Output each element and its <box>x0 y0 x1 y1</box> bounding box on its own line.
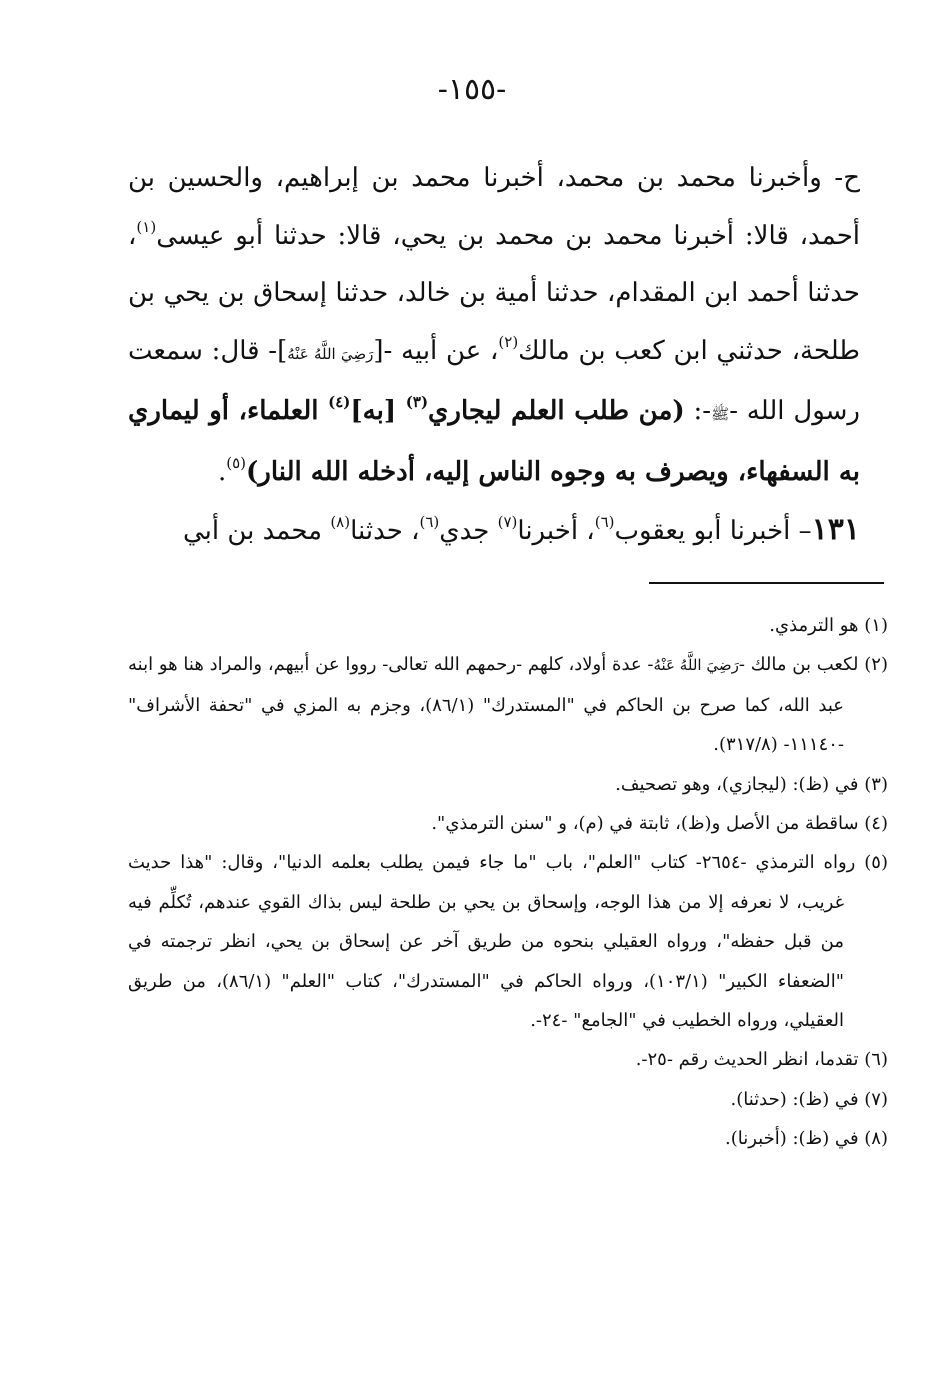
honorific-radi-glyph: رَضِيَ اللَّهُ عَنْهُ <box>287 344 374 363</box>
text-segment: محمد بن أبي <box>182 516 331 546</box>
footnote-4: (٤) ساقطة من الأصل و(ظ)، ثابتة في (م)، و "سنن الترمذي". <box>431 813 888 835</box>
text-segment: ح- وأخبرنا محمد بن محمد، أخبرنا محمد بن إبراهيم، والحسين بن أحمد، قالا: أخبرنا محمد بن محمد بن يحي، قالا: حدثنا أبو عيسى <box>128 163 860 251</box>
hadith-segment: (من طلب العلم ليجاري <box>428 396 685 426</box>
hadith-segment: [به] <box>350 396 406 426</box>
footnote-7: (٧) في (ظ): (حدثنا). <box>730 1088 888 1110</box>
honorific-salla-glyph: ﷺ <box>711 405 730 423</box>
text-segment: ، عن أبيه -[ <box>373 335 499 366</box>
text-segment: ، حدثنا أحمد ابن المقدام، حدثنا أمية بن خالد، حدثنا إسحاق بن يحي بن طلحة، حدثني ابن كعب بن مالك <box>128 220 860 366</box>
page-number: -١٥٥- <box>437 72 507 107</box>
footnote-8: (٨) في (ظ): (أخبرنا). <box>724 1128 888 1150</box>
footnote-ref-3: (٣) <box>405 393 429 411</box>
text-segment: ]- قال: سمعت رسول الله - <box>128 335 860 426</box>
text-segment: ، حدثنا <box>350 516 420 546</box>
honorific-radi-glyph: رَضِيَ اللَّهُ عَنْهُ <box>653 656 739 675</box>
text-segment: . <box>217 456 227 487</box>
text-segment: جدي <box>439 516 498 546</box>
footnote-5: (٥) رواه الترمذي -٢٦٥٤- كتاب "العلم"، باب "ما جاء فيمن يطلب بعلمه الدنيا"، وقال: "هذا حديث غريب، لا نعرفه إلا من هذا الوجه، وإسحاق بن يحي بن طلحة ليس بذاك القوي عندهم، تُكلِّم فيه من قبل حفظه"، ورواه العقيلي بنحوه من طريق آخر عن إسحاق بن يحي، انظر ترجمته في "الضعفاء الكبير" (١٠٣/١)، ورواه الحاكم في "المستدرك"، كتاب "العلم" (٨٦/١)، من طريق العقيلي، ورواه الخطيب في "الجامع" -٢٤-. <box>128 852 888 1032</box>
hadith-segment: العلماء، أو ليماري به السفهاء، ويصرف به وجوه الناس إليه، أدخله الله النار) <box>128 396 860 487</box>
text-segment: -: <box>684 396 712 426</box>
footnote-separator <box>649 582 884 584</box>
paragraph-131 <box>128 501 860 561</box>
footnote-2 <box>128 645 888 764</box>
footnote-3: (٣) في (ظ): (ليجازي)، وهو تصحيف. <box>615 773 888 795</box>
footnote-ref-1: (١) <box>136 217 157 236</box>
footnote-ref-6-second: (٦) <box>419 513 440 531</box>
footnote-ref-2: (٢) <box>498 332 519 351</box>
footnote-ref-5: (٥) <box>226 453 246 472</box>
footnote-segment: (٢) لكعب بن مالك - <box>738 654 888 676</box>
footnote-ref-8: (٨) <box>330 513 351 531</box>
main-text <box>128 150 860 561</box>
footnote-ref-6: (٦) <box>594 513 615 531</box>
text-segment: – أخبرنا أبو يعقوب <box>614 516 812 546</box>
footnote-ref-7: (٧) <box>497 513 518 531</box>
footnote-6: (٦) تقدما، انظر الحديث رقم -٢٥-. <box>635 1049 888 1071</box>
hadith-number: ١٣١ <box>811 512 860 547</box>
footnotes <box>128 606 888 1159</box>
text-segment: ، أخبرنا <box>517 516 595 546</box>
footnote-ref-4: (٤) <box>328 393 351 411</box>
footnote-segment: - عدة أولاد، كلهم -رحمهم الله تعالى- رووا عن أبيهم، والمراد هنا هو ابنه عبد الله، كما صرح بن الحاكم في "المستدرك" (٨٦/١)، وجزم به المزي في "تحفة الأشراف" -١١١٤٠- (٣١٧/٨). <box>128 654 844 756</box>
paragraph-chain <box>128 150 860 501</box>
footnote-1: (١) هو الترمذي. <box>769 615 888 636</box>
